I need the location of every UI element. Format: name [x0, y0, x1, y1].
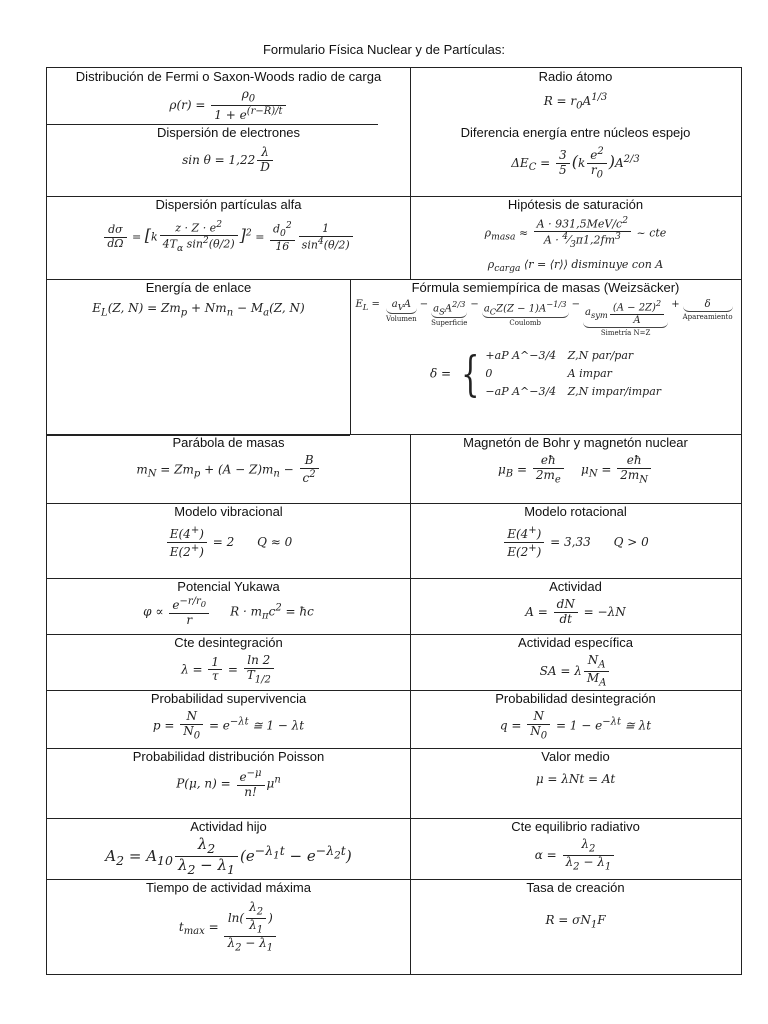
cell-heading: Dispersión de electrones	[156, 125, 301, 140]
cell-enlace	[47, 279, 350, 435]
cell-weizsacker	[350, 279, 741, 434]
formula-saturacion-carga: $\rho_{carga}$ ⟨r = ⟨r⟩⟩ disminuye con A	[487, 258, 664, 275]
cell-heading: Magnetón de Bohr y magnetón nuclear	[463, 435, 688, 450]
formula-prob-supervivencia: p = $\frac{N}{N_0}$ = $e^{-\lambda t}$ ≅ 1 − λt	[152, 709, 305, 742]
formula-enlace: $E_L(Z$, $N) = Zm_p + Nm_n - M_a(Z$, N)	[92, 301, 305, 319]
formula-tiempo-maximo: $t_{max}$ = ln( $\frac{\lambda_2}{\lambda_1}$ ) $\lambda_2 - \lambda_1$	[47, 901, 410, 954]
cell-tiempo-maximo	[47, 879, 410, 975]
formula-equilibrio: α = $\frac{\lambda_2}{\lambda_2 - \lambda_1}$	[410, 838, 741, 873]
cell-heading: Tasa de creación	[526, 880, 625, 895]
cell-valor-medio	[410, 748, 741, 818]
cell-equilibrio	[410, 818, 741, 879]
cell-heading: Actividad hijo	[190, 819, 267, 834]
cell-cte-desintegracion	[47, 634, 410, 690]
formula-cte-desintegracion: λ = $\frac{1}{\tau}$ = $\frac{\ln 2}{T_{1/2}}$	[47, 654, 410, 686]
cell-heading: Tiempo de actividad máxima	[146, 880, 311, 895]
cell-actividad-especifica	[410, 634, 741, 690]
formula-actividad: A = $\frac{dN}{dt}$ = −λN	[525, 597, 626, 626]
cell-radio	[410, 68, 741, 124]
cell-heading: Radio átomo	[538, 69, 613, 84]
cell-actividad-hijo	[47, 818, 410, 879]
cell-heading: Actividad	[549, 579, 602, 594]
cell-parabola	[47, 434, 410, 503]
cell-heading: Distribución de Fermi o Saxon-Woods radio de carga	[75, 69, 382, 84]
formula-fermi: ρ(r) = $\frac{\rho_0}{1 + e^{(r-R)/t}}$	[47, 88, 410, 123]
cell-heading: Fórmula semiempírica de masas (Weizsäcker)	[411, 280, 680, 295]
formula-saturacion-masa: $\rho_{masa}$ ≈ $\frac{A \cdot 931,5MeV/c^2}{A \cdot ^4⁄_3\pi 1,2fm^3}$ ~ cte	[484, 215, 667, 251]
formula-tasa-creacion: $R = \sigma N_1F$	[545, 913, 606, 931]
formula-table	[46, 67, 742, 975]
page-title: Formulario Física Nuclear y de Partículas:	[262, 42, 506, 57]
cell-heading: Modelo rotacional	[524, 504, 627, 519]
cell-vibracional	[47, 503, 410, 578]
cell-espejo	[410, 124, 741, 196]
formula-yukawa: φ ∝ $\frac{e^{-r/r_0}}{r}$ $R \cdot m_\pi c^2$ = ħc	[143, 596, 314, 627]
formula-actividad-hijo: $A_2 = A_{10}$ $\frac{\lambda_2}{\lambda_2 - \lambda_1}$ $(e^{-\lambda_1t} - e^{-\lambda_2t})$	[105, 835, 352, 878]
cell-heading: Hipótesis de saturación	[507, 197, 644, 212]
formula-delta: δ = { +aP A^−3/4 0 −aP A^−3/4 Z,N par/par A impar Z,N impar/impar	[429, 346, 662, 402]
cell-yukawa	[47, 578, 410, 634]
cell-heading: Parábola de masas	[172, 435, 285, 450]
formula-actividad-especifica: SA = λ $\frac{N_A}{M_A}$	[410, 654, 741, 689]
cell-heading: Modelo vibracional	[174, 504, 283, 519]
cell-tasa-creacion	[410, 879, 741, 975]
cell-heading: Potencial Yukawa	[177, 579, 280, 594]
cell-fermi	[47, 68, 410, 124]
formula-rotacional: $\frac{E(4^+)}{E(2^+)}$ = 3,33 Q > 0	[410, 525, 741, 560]
formula-valor-medio: μ = λNt = At	[535, 772, 616, 786]
formula-radio: $R = r_0A^{1/3}$	[543, 92, 608, 112]
cell-electrones	[47, 124, 410, 196]
formula-alfa: $\frac{d\sigma}{d\Omega}$ = [k $\frac{z \cdot Z \cdot e^2}{4T_\alpha \sin^2(\theta/2)}$ ]$^2$ = $\frac{d_0^2}{16}$ $\frac{1}{\sin^4(\theta/2)}$	[47, 220, 410, 255]
formula-prob-desintegracion: q = $\frac{N}{N_0}$ = $1 - e^{-\lambda t}$ ≅ λt	[499, 709, 652, 742]
cell-heading: Diferencia energía entre núcleos espejo	[460, 125, 691, 140]
cell-heading: Cte desintegración	[174, 635, 283, 650]
cell-magneton	[410, 434, 741, 503]
cell-heading: Actividad específica	[518, 635, 633, 650]
cell-alfa	[47, 196, 410, 279]
cell-actividad	[410, 578, 741, 634]
cell-heading: Energía de enlace	[145, 280, 252, 295]
cell-heading: Valor medio	[541, 749, 610, 764]
cell-saturacion	[410, 196, 741, 279]
cell-heading: Cte equilibrio radiativo	[511, 819, 640, 834]
formula-vibracional: $\frac{E(4^+)}{E(2^+)}$ = 2 Q ≈ 0	[47, 525, 410, 560]
formula-weizsacker: $E_L$ = $a_VA$ Volumen − $a_SA^{2/3}$ Superficie − $a_CZ(Z - 1)A^{-1/3}$ Coulomb − $a_{sym}$ $\frac{(A - 2Z)^2}{A}$ Simetría N=Z + δ Apareamiento	[355, 298, 733, 338]
cell-heading: Dispersión partículas alfa	[155, 197, 302, 212]
formula-parabola: $m_N = Zm_p + (A - Z)m_n$ − $\frac{B}{c^2}$	[47, 454, 410, 486]
cell-poisson	[47, 748, 410, 818]
formula-electrones: sin θ = 1,22 $\frac{\lambda}{D}$	[47, 146, 410, 175]
cell-heading: Probabilidad desintegración	[495, 691, 656, 706]
cell-heading: Probabilidad supervivencia	[150, 691, 307, 706]
cell-heading: Probabilidad distribución Poisson	[132, 749, 325, 764]
formula-poisson: P(μ, n) = $\frac{e^{-\mu}}{n!}$ $\mu^n$	[176, 768, 281, 799]
cell-prob-desintegracion	[410, 690, 741, 748]
cell-prob-supervivencia	[47, 690, 410, 748]
formula-espejo: $\Delta E_C$ = $\frac{3}{5}$ (k $\frac{e^2}{r_0}$ )$A^{2/3}$	[511, 146, 640, 181]
cell-rotacional	[410, 503, 741, 578]
formula-magneton: $\mu_B$ = $\frac{eħ}{2m_e}$ $\mu_N$ = $\frac{eħ}{2m_N}$	[410, 454, 741, 486]
